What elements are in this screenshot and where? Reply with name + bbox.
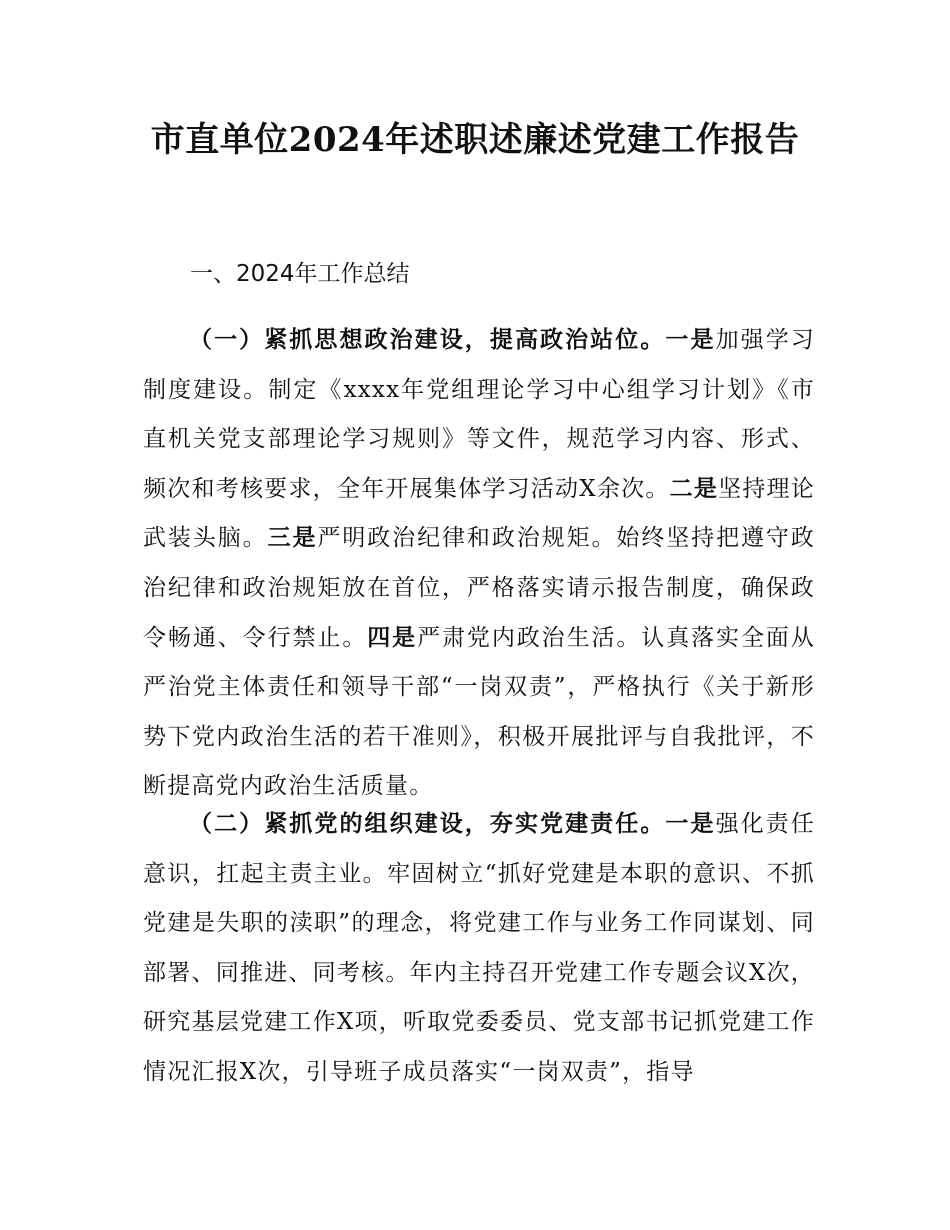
point-text: 严明政治纪律和政治规矩。始终坚持把遵守政治纪律和政治规矩放在首位，严格落实请示报告制度，确保政令畅通、令行禁止。	[143, 525, 816, 651]
point-marker: 二是	[669, 475, 719, 502]
point-text: 强化责任意识，扛起主责主业。牢固树立“抓好党建是本职的意识、不抓党建是失职的渎职”的理念，将党建工作与业务工作同谋划、同部署、同推进、同考核。年内主持召开党建工作专题会议X次，研究基层党建工作X项，听取党委委员、党支部书记抓党建工作情况汇报X次，引导班子成员落实“一岗双责”，指导	[143, 811, 815, 1085]
point-text: 加强学习制度建设。制定《xxxx年党组理论学习中心组学习计划》《市直机关党支部理论学习规则》等文件，规范学习内容、形式、频次和考核要求，全年开展集体学习活动X余次。	[143, 327, 815, 502]
point-marker: 一是	[665, 327, 716, 353]
point-text: 严肃党内政治生活。认真落实全面从严治党主体责任和领导干部“一岗双责”，严格执行《关于新形势下党内政治生活的若干准则》，积极开展批评与自我批评，不断提高党内政治生活质量。	[143, 624, 815, 800]
point-marker: 一是	[665, 811, 716, 837]
section-heading: 一、2024年工作总结	[190, 261, 410, 287]
document-title: 市直单位2024年述职述廉述党建工作报告	[150, 120, 800, 160]
point-marker: 三是	[267, 525, 318, 552]
paragraph-lead: （二）紧抓党的组织建设，夯实党建责任。	[189, 811, 666, 837]
paragraph-political-building	[143, 316, 815, 812]
point-marker: 四是	[367, 624, 418, 651]
point-text: 坚持理论武装头脑。	[143, 475, 815, 552]
paragraph-lead: （一）紧抓思想政治建设，提高政治站位。	[189, 327, 666, 353]
paragraph-organization-building	[143, 800, 815, 1098]
